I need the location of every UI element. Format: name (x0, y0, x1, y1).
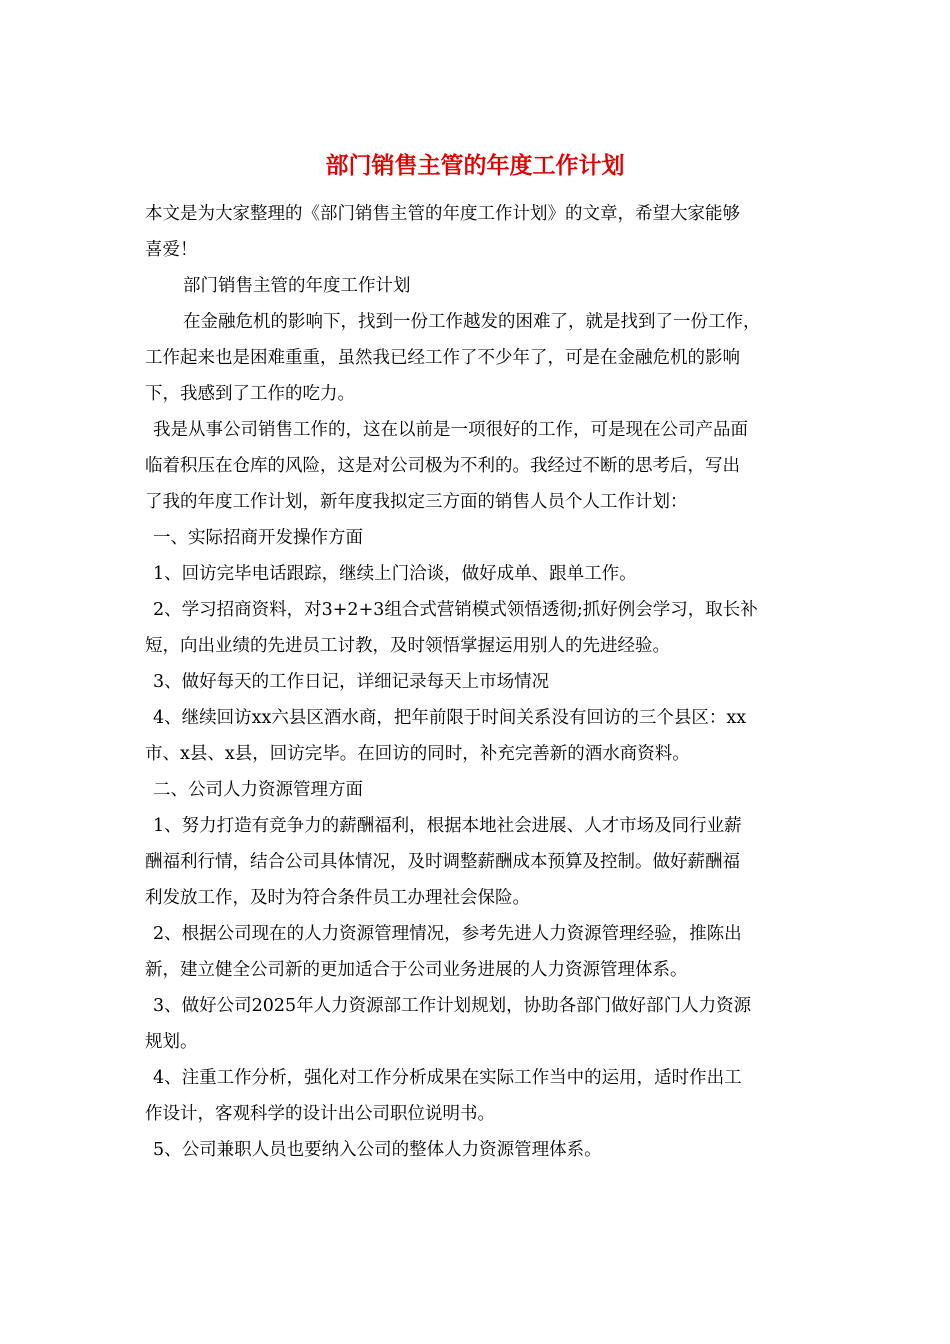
text-line: 下，我感到了工作的吃力。 (145, 384, 355, 404)
list-item (145, 988, 815, 1060)
text-line: 5、公司兼职人员也要纳入公司的整体人力资源管理体系。 (153, 1140, 602, 1160)
text-line: 市、x县、x县，回访完毕。在回访的同时，补充完善新的酒水商资料。 (145, 744, 690, 764)
section-heading (145, 520, 815, 556)
text-line: 3、做好每天的工作日记，详细记录每天上市场情况 (153, 672, 550, 692)
document-body (145, 196, 815, 1168)
text-line: 4、注重工作分析，强化对工作分析成果在实际工作当中的运用，适时作出工 (153, 1068, 742, 1088)
list-item (145, 1060, 815, 1132)
text-line: 作设计，客观科学的设计出公司职位说明书。 (145, 1104, 495, 1124)
text-line: 我是从事公司销售工作的，这在以前是一项很好的工作，可是现在公司产品面 (153, 420, 748, 440)
section-heading (145, 772, 815, 808)
text-line: 本文是为大家整理的《部门销售主管的年度工作计划》的文章，希望大家能够 (145, 204, 740, 224)
text-line: 规划。 (145, 1032, 198, 1052)
text-line: 1、回访完毕电话跟踪，继续上门洽谈，做好成单、跟单工作。 (153, 564, 637, 584)
text-line: 4、继续回访xx六县区酒水商，把年前限于时间关系没有回访的三个县区：xx (153, 708, 747, 728)
text-line: 二、公司人力资源管理方面 (153, 780, 363, 800)
text-line: 短，向出业绩的先进员工讨教，及时领悟掌握运用别人的先进经验。 (145, 636, 670, 656)
text-line: 新，建立健全公司新的更加适合于公司业务进展的人力资源管理体系。 (145, 960, 688, 980)
intro-paragraph (145, 196, 815, 268)
text-line: 了我的年度工作计划，新年度我拟定三方面的销售人员个人工作计划： (145, 492, 688, 512)
list-item (145, 808, 815, 916)
list-item (145, 916, 815, 988)
text-line: 一、实际招商开发操作方面 (153, 528, 363, 548)
list-item (145, 664, 815, 700)
text-line: 临着积压在仓库的风险，这是对公司极为不利的。我经过不断的思考后，写出 (145, 456, 740, 476)
text-line: 酬福利行情，结合公司具体情况，及时调整薪酬成本预算及控制。做好薪酬福 (145, 852, 740, 872)
text-line: 2、根据公司现在的人力资源管理情况，参考先进人力资源管理经验，推陈出 (153, 924, 742, 944)
text-line: 工作起来也是困难重重，虽然我已经工作了不少年了，可是在金融危机的影响 (145, 348, 740, 368)
text-line: 利发放工作，及时为符合条件员工办理社会保险。 (145, 888, 530, 908)
text-line: 喜爱！ (145, 240, 198, 260)
list-item (145, 700, 815, 772)
text-line: 3、做好公司2025年人力资源部工作计划规划，协助各部门做好部门人力资源 (153, 996, 752, 1016)
list-item (145, 1132, 815, 1168)
document-subtitle: 部门销售主管的年度工作计划 (183, 276, 411, 296)
body-paragraph (145, 304, 815, 412)
document-title: 部门销售主管的年度工作计划 (325, 152, 625, 179)
list-item (145, 556, 815, 592)
text-line: 在金融危机的影响下，找到一份工作越发的困难了，就是找到了一份工作， (183, 312, 761, 332)
list-item (145, 592, 815, 664)
text-line: 2、学习招商资料，对3+2+3组合式营销模式领悟透彻;抓好例会学习，取长补 (153, 600, 758, 620)
subtitle-paragraph (145, 268, 815, 304)
text-line: 1、努力打造有竞争力的薪酬福利，根据本地社会进展、人才市场及同行业薪 (153, 816, 742, 836)
body-paragraph (145, 412, 815, 520)
